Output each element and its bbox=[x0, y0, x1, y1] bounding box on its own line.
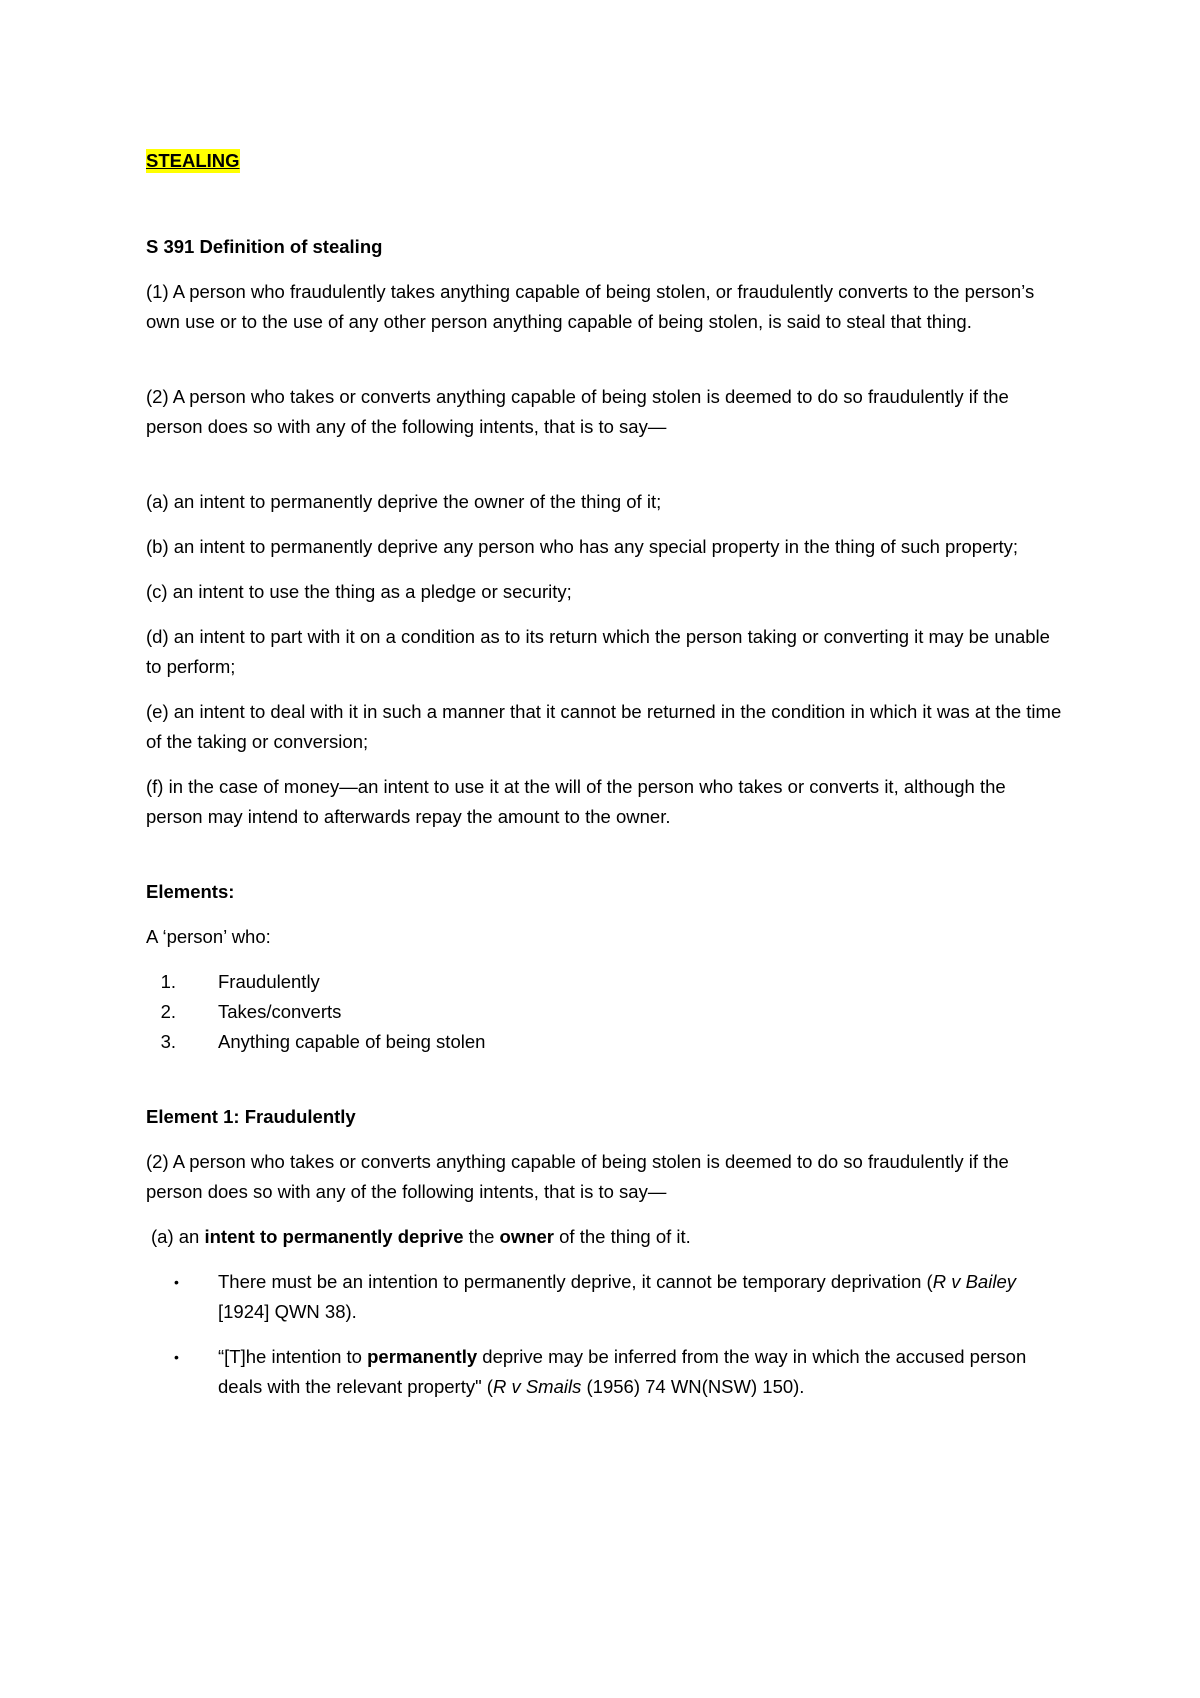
list-item bbox=[160, 1027, 1066, 1057]
text-run: (1956) 74 WN(NSW) 150). bbox=[581, 1376, 805, 1397]
bold-text: permanently bbox=[367, 1346, 478, 1367]
elements-list bbox=[146, 967, 1066, 1057]
text-run: deprive may be inferred from the way in which the accused person deals with the relevant property" ( bbox=[218, 1346, 1027, 1397]
case-citation: R v Smails bbox=[492, 1376, 582, 1397]
text-run: [1924] QWN 38). bbox=[218, 1301, 357, 1322]
section-heading: S 391 Definition of stealing bbox=[146, 236, 383, 257]
bullet-item bbox=[174, 1267, 1066, 1327]
list-item-text: Takes/converts bbox=[218, 1001, 342, 1022]
list-number: 2. bbox=[160, 1001, 176, 1022]
list-item-text: Anything capable of being stolen bbox=[218, 1031, 486, 1052]
text-run: the bbox=[463, 1226, 500, 1247]
intent-f: (f) in the case of money—an intent to use it at the will of the person who takes or converts it, although the person may intend to afterwards repay the amount to the owner. bbox=[146, 776, 1006, 827]
bullet-icon: • bbox=[174, 1274, 179, 1290]
intent-a: (a) an intent to permanently deprive the owner of the thing of it; bbox=[146, 491, 662, 512]
element1-subsection-2: (2) A person who takes or converts anything capable of being stolen is deemed to do so fraudulently if the person does so with any of the following intents, that is to say— bbox=[146, 1151, 1009, 1202]
case-citation: R v Bailey bbox=[932, 1271, 1016, 1292]
bullet-icon: • bbox=[174, 1349, 179, 1365]
text-run: (a) an bbox=[151, 1226, 205, 1247]
intent-e: (e) an intent to deal with it in such a manner that it cannot be returned in the condition in which it was at the time of the taking or conversion; bbox=[146, 701, 1062, 752]
bullet-item bbox=[174, 1342, 1066, 1402]
bold-text: owner bbox=[499, 1226, 554, 1247]
text-run: There must be an intention to permanently deprive, it cannot be temporary deprivation ( bbox=[218, 1271, 933, 1292]
bullet-list bbox=[146, 1267, 1066, 1402]
elements-heading: Elements: bbox=[146, 881, 235, 902]
document-body bbox=[146, 146, 1066, 1417]
subsection-2: (2) A person who takes or converts anything capable of being stolen is deemed to do so fraudulently if the person does so with any of the following intents, that is to say— bbox=[146, 386, 1009, 437]
intent-d: (d) an intent to part with it on a condition as to its return which the person taking or converting it may be unable to perform; bbox=[146, 626, 1050, 677]
element1-intent-a bbox=[146, 1222, 1066, 1252]
document-title: STEALING bbox=[146, 150, 240, 171]
list-item bbox=[160, 967, 1066, 997]
text-run: of the thing of it. bbox=[554, 1226, 691, 1247]
bold-text: intent to permanently deprive bbox=[204, 1226, 464, 1247]
list-item-text: Fraudulently bbox=[218, 971, 320, 992]
subsection-1: (1) A person who fraudulently takes anything capable of being stolen, or fraudulently converts to the person’s own use or to the use of any other person anything capable of being stolen, is said to steal that thing. bbox=[146, 281, 1035, 332]
intent-b: (b) an intent to permanently deprive any person who has any special property in the thing of such property; bbox=[146, 536, 1019, 557]
element1-heading: Element 1: Fraudulently bbox=[146, 1106, 356, 1127]
intent-c: (c) an intent to use the thing as a pledge or security; bbox=[146, 581, 572, 602]
list-number: 3. bbox=[160, 1031, 176, 1052]
elements-intro: A ‘person’ who: bbox=[146, 926, 271, 947]
list-number: 1. bbox=[160, 971, 176, 992]
list-item bbox=[160, 997, 1066, 1027]
text-run: “[T]he intention to bbox=[218, 1346, 368, 1367]
